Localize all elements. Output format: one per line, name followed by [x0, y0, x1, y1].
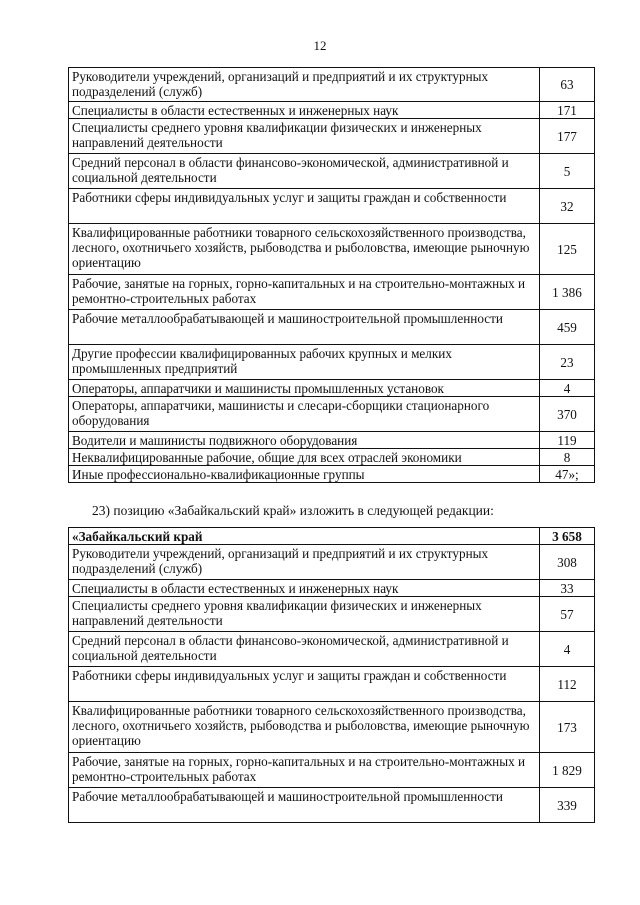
table-row [69, 788, 595, 823]
row-label: Операторы, аппаратчики, машинисты и слесари-сборщики стационарного оборудования [69, 397, 540, 432]
row-label: Квалифицированные работники товарного сельскохозяйственного производства, лесного, охотничьего хозяйств, рыбоводства и рыболовства, имеющие рыночную ориентацию [69, 224, 540, 275]
row-value: 32 [540, 189, 595, 224]
row-label: Специалисты в области естественных и инженерных наук [69, 580, 540, 597]
table-row [69, 580, 595, 597]
table-row [69, 753, 595, 788]
row-value: 57 [540, 597, 595, 632]
row-label: Работники сферы индивидуальных услуг и защиты граждан и собственности [69, 189, 540, 224]
row-label: Другие профессии квалифицированных рабочих крупных и мелких промышленных предприятий [69, 345, 540, 380]
row-value: 112 [540, 667, 595, 702]
table-row [69, 68, 595, 102]
row-value: 33 [540, 580, 595, 597]
row-label: Квалифицированные работники товарного сельскохозяйственного производства, лесного, охотничьего хозяйств, рыбоводства и рыболовства, имеющие рыночную ориентацию [69, 702, 540, 753]
row-value: 8 [540, 449, 595, 466]
row-label: Работники сферы индивидуальных услуг и защиты граждан и собственности [69, 667, 540, 702]
row-label: Рабочие, занятые на горных, горно-капитальных и на строительно-монтажных и ремонтно-строительных работах [69, 275, 540, 310]
table-row [69, 224, 595, 275]
row-label: Средний персонал в области финансово-экономической, административной и социальной деятельности [69, 154, 540, 189]
row-value: 370 [540, 397, 595, 432]
occupations-table-zabaikalsky [68, 527, 595, 823]
row-value: 308 [540, 545, 595, 580]
table-row [69, 667, 595, 702]
amendment-text: 23) позицию «Забайкальский край» изложить в следующей редакции: [92, 503, 494, 518]
table-row [69, 545, 595, 580]
table-row [69, 702, 595, 753]
table-row [69, 632, 595, 667]
table-row [69, 449, 595, 466]
row-value: 63 [540, 68, 595, 102]
row-label: Специалисты среднего уровня квалификации физических и инженерных направлений деятельности [69, 597, 540, 632]
row-value: 4 [540, 380, 595, 397]
row-label: Иные профессионально-квалификационные группы [69, 466, 540, 483]
table-row [69, 397, 595, 432]
table-row [69, 275, 595, 310]
table-row [69, 597, 595, 632]
row-label: Неквалифицированные рабочие, общие для всех отраслей экономики [69, 449, 540, 466]
table-row [69, 466, 595, 483]
table-row [69, 310, 595, 345]
row-value: 1 386 [540, 275, 595, 310]
row-value: 1 829 [540, 753, 595, 788]
row-label: Рабочие металлообрабатывающей и машиностроительной промышленности [69, 788, 540, 823]
table-row [69, 432, 595, 449]
region-total: 3 658 [540, 528, 595, 545]
row-label: Операторы, аппаратчики и машинисты промышленных установок [69, 380, 540, 397]
row-label: Специалисты среднего уровня квалификации физических и инженерных направлений деятельности [69, 119, 540, 154]
row-value: 47»; [540, 466, 595, 483]
row-label: Водители и машинисты подвижного оборудования [69, 432, 540, 449]
occupations-table-previous-region [68, 67, 595, 483]
table-row [69, 102, 595, 119]
region-header-row [69, 528, 595, 545]
row-label: Средний персонал в области финансово-экономической, административной и социальной деятельности [69, 632, 540, 667]
row-label: Руководители учреждений, организаций и предприятий и их структурных подразделений (служб) [69, 545, 540, 580]
table-row [69, 189, 595, 224]
row-value: 125 [540, 224, 595, 275]
table-row [69, 345, 595, 380]
row-label: Рабочие металлообрабатывающей и машиностроительной промышленности [69, 310, 540, 345]
row-label: Специалисты в области естественных и инженерных наук [69, 102, 540, 119]
row-value: 119 [540, 432, 595, 449]
row-value: 339 [540, 788, 595, 823]
row-value: 23 [540, 345, 595, 380]
row-value: 171 [540, 102, 595, 119]
page-number: 12 [313, 38, 327, 53]
row-value: 459 [540, 310, 595, 345]
table-row [69, 119, 595, 154]
row-label: Рабочие, занятые на горных, горно-капитальных и на строительно-монтажных и ремонтно-строительных работах [69, 753, 540, 788]
row-value: 5 [540, 154, 595, 189]
row-label: Руководители учреждений, организаций и предприятий и их структурных подразделений (служб) [69, 68, 540, 102]
region-name: «Забайкальский край [69, 528, 540, 545]
row-value: 177 [540, 119, 595, 154]
row-value: 4 [540, 632, 595, 667]
row-value: 173 [540, 702, 595, 753]
table-row [69, 380, 595, 397]
table-row [69, 154, 595, 189]
